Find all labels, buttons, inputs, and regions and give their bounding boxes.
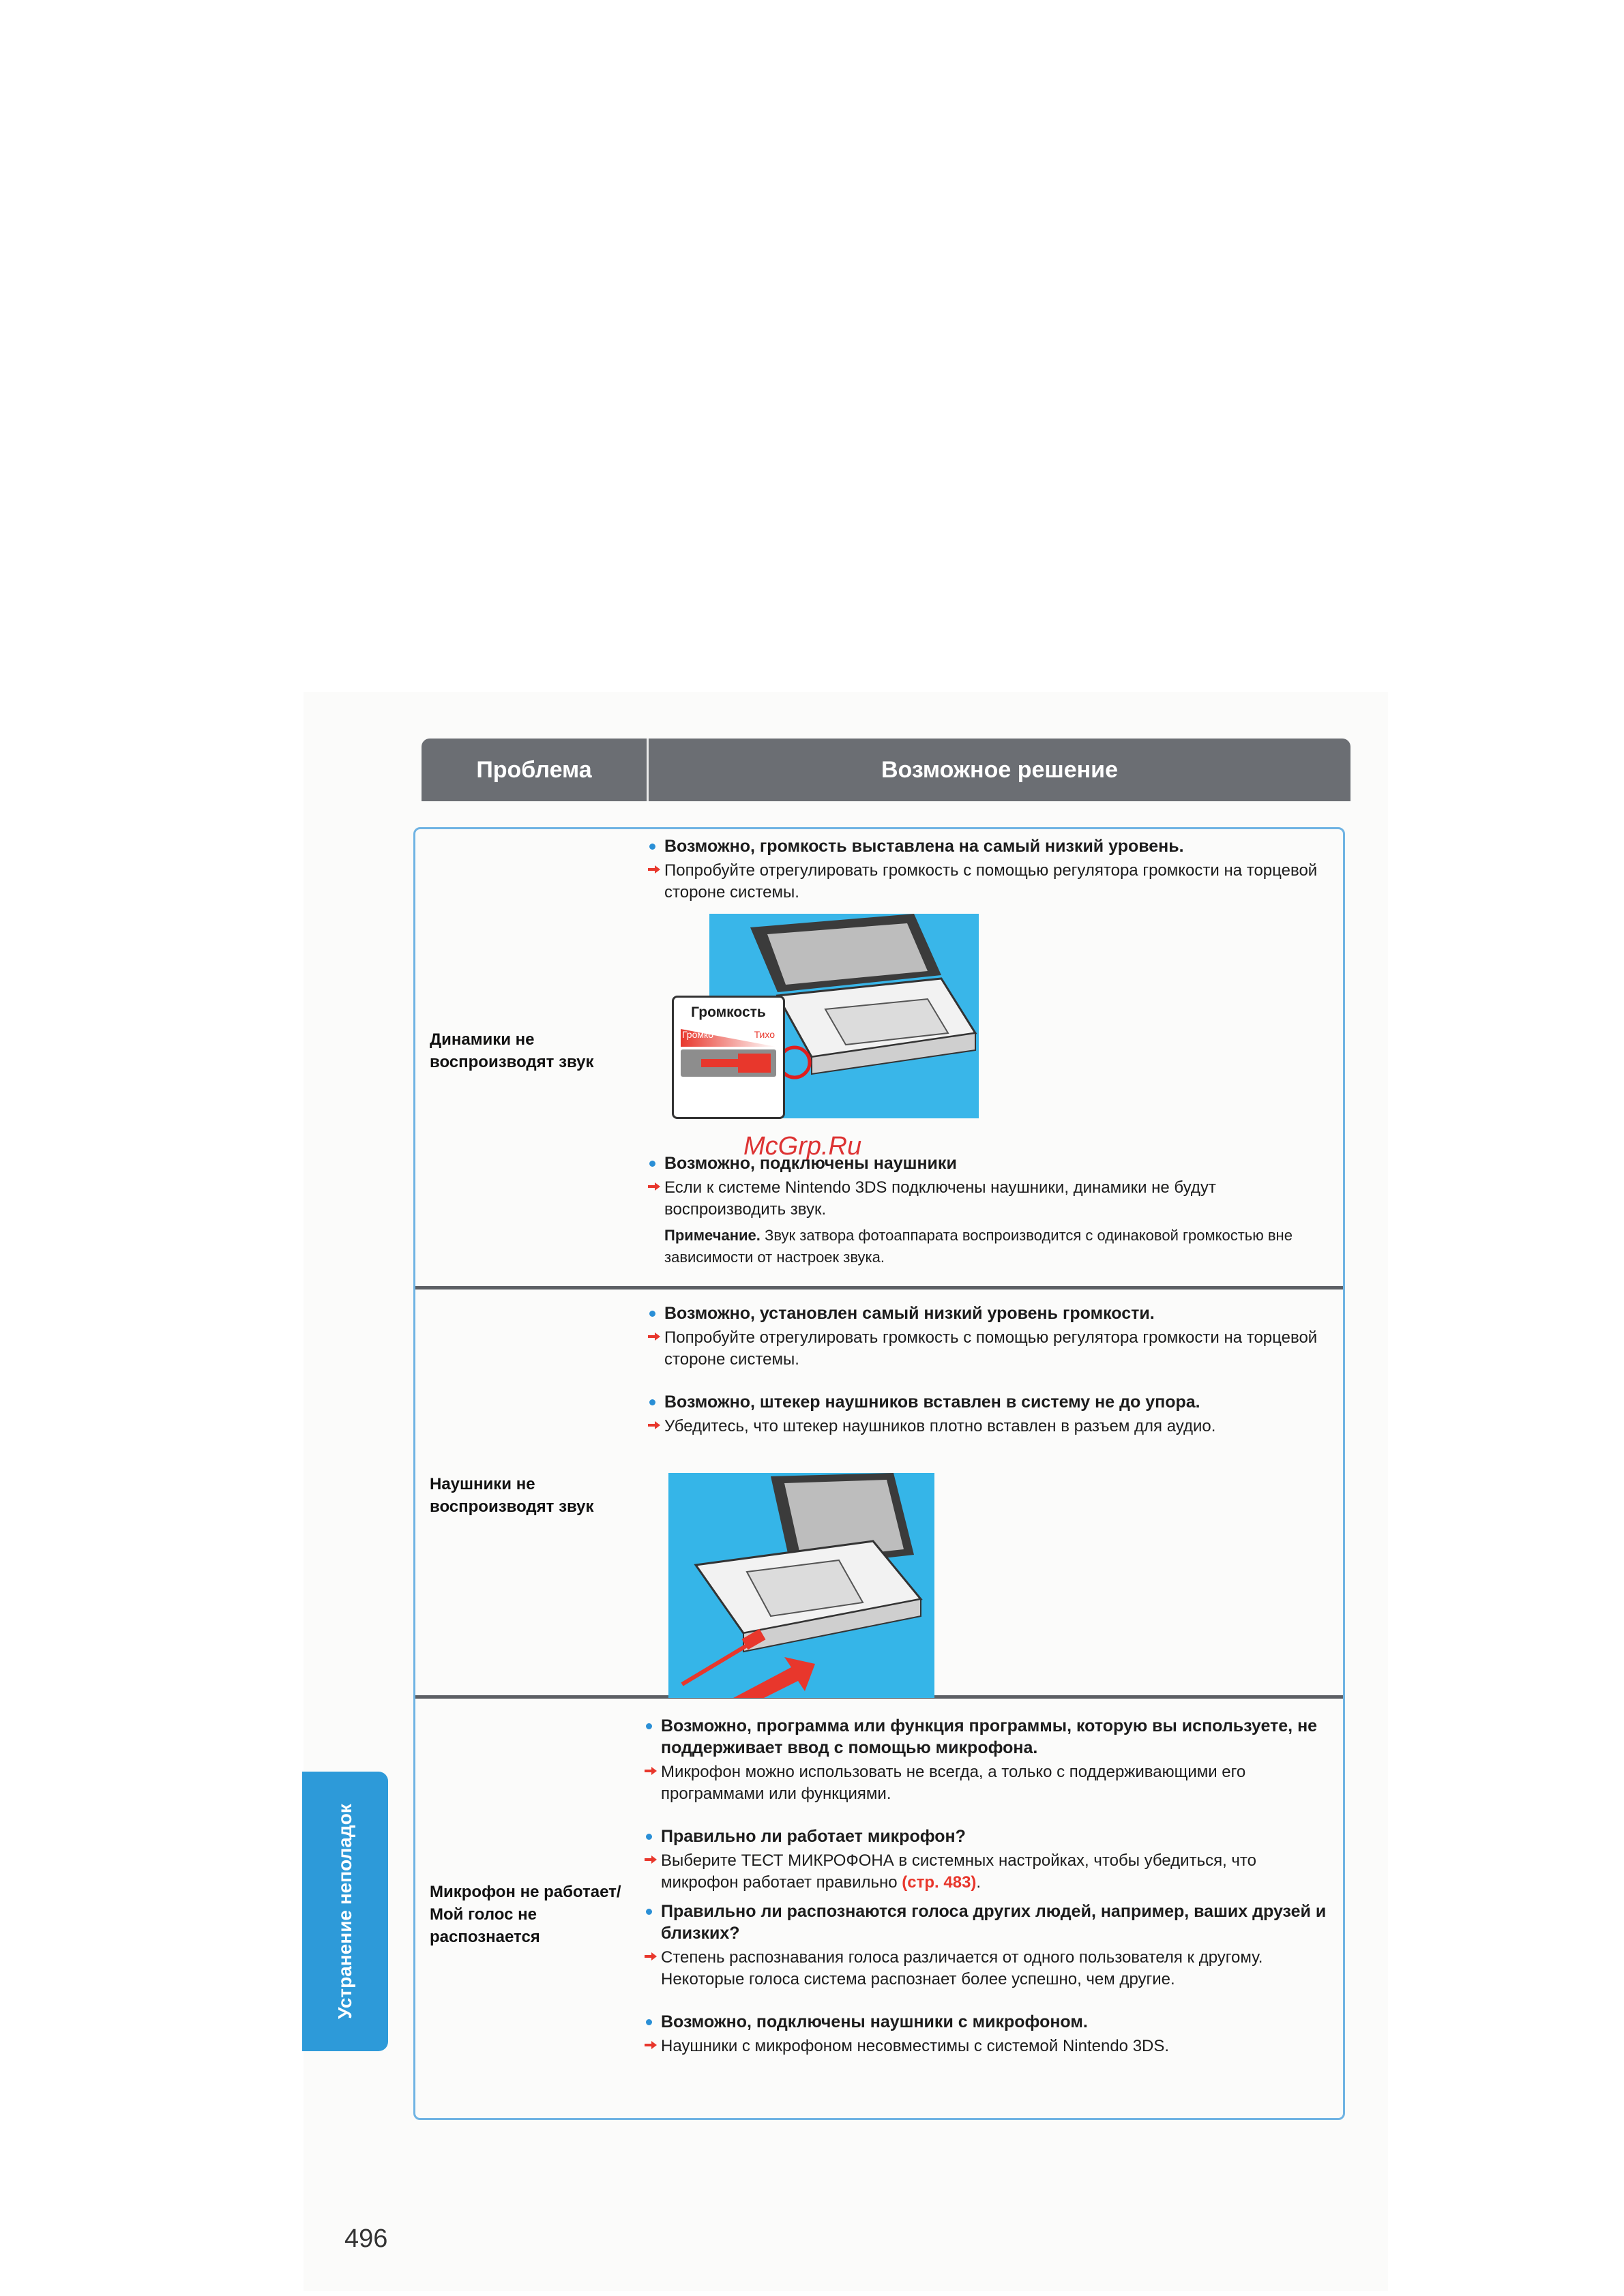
solution-text: Если к системе Nintendo 3DS подключены наушники, динамики не будут воспроизводить звук. (648, 1177, 1330, 1221)
solution-block-2 (648, 1302, 1330, 1437)
table-header (422, 739, 1350, 801)
solution-block-3 (645, 1715, 1330, 2057)
problem-microphone: Микрофон не работает/ Мой голос не распознается (430, 1883, 621, 1946)
note-text: Звук затвора фотоаппарата воспроизводится с одинаковой громкостью вне зависимости от настроек звука. (664, 1227, 1293, 1266)
volume-loud-label: Громко (682, 1029, 714, 1040)
solution-text-body: Выберите ТЕСТ МИКРОФОНА в системных настройках, чтобы убедиться, что микрофон работает правильно (661, 1851, 1256, 1892)
page-number: 496 (344, 2224, 388, 2253)
note-label: Примечание. (664, 1227, 761, 1244)
solution-text: Степень распознавания голоса различается от одного пользователя к другому. Некоторые голоса система распознает более успешно, чем другие. (645, 1947, 1330, 1991)
problem-headphones: Наушники не воспроизводят звук (430, 1475, 594, 1516)
headphone-jack-illustration (668, 1473, 934, 1698)
volume-label: Громкость (691, 1004, 766, 1020)
solution-text: Попробуйте отрегулировать громкость с помощью регулятора громкости на торцевой стороне системы. (648, 860, 1330, 904)
solution-text: Выберите ТЕСТ МИКРОФОНА в системных настройках, чтобы убедиться, что микрофон работает правильно (стр. 483). (645, 1850, 1330, 1894)
solution-heading: Возможно, штекер наушников вставлен в систему не до упора. (648, 1391, 1330, 1413)
solution-text: Наушники с микрофоном несовместимы с системой Nintendo 3DS. (645, 2036, 1330, 2057)
left-arrow-icon (701, 1059, 742, 1067)
solution-text: Убедитесь, что штекер наушников плотно вставлен в разъем для аудио. (648, 1416, 1330, 1437)
problem-speakers: Динамики не воспроизводят звук (430, 1030, 594, 1071)
solution-text: Микрофон можно использовать не всегда, а только с поддерживающими его программами или функциями. (645, 1761, 1330, 1805)
device-drawing (668, 1473, 934, 1698)
solution-heading: Возможно, программа или функция программы, которую вы используете, не поддерживает ввод с помощью микрофона. (645, 1715, 1330, 1759)
solution-heading: Возможно, установлен самый низкий уровень громкости. (648, 1302, 1330, 1324)
row-divider (415, 1286, 1343, 1289)
section-tab[interactable] (302, 1772, 388, 2051)
solution-heading: Правильно ли распознаются голоса других людей, например, ваших друзей и близких? (645, 1900, 1330, 1944)
header-problem: Проблема (422, 739, 649, 801)
solution-block-1b (648, 1152, 1330, 1268)
volume-callout (672, 996, 785, 1119)
page-link[interactable]: (стр. 483) (902, 1873, 977, 1892)
solution-heading: Возможно, громкость выставлена на самый низкий уровень. (648, 835, 1330, 857)
solution-block-1a (648, 835, 1330, 904)
solution-heading: Правильно ли работает микрофон? (645, 1825, 1330, 1847)
header-solution: Возможное решение (881, 756, 1118, 783)
section-tab-label: Устранение неполадок (334, 1804, 355, 2019)
volume-scale (682, 1029, 775, 1040)
watermark: McGrp.Ru (743, 1132, 862, 1161)
volume-slider-thumb (738, 1054, 771, 1073)
solution-text: Попробуйте отрегулировать громкость с помощью регулятора громкости на торцевой стороне системы. (648, 1327, 1330, 1371)
solution-heading: Возможно, подключены наушники (648, 1152, 1330, 1174)
solution-note (648, 1225, 1330, 1268)
volume-quiet-label: Тихо (754, 1029, 775, 1040)
volume-slider-track (681, 1049, 776, 1077)
solution-heading: Возможно, подключены наушники с микрофоном. (645, 2011, 1330, 2033)
